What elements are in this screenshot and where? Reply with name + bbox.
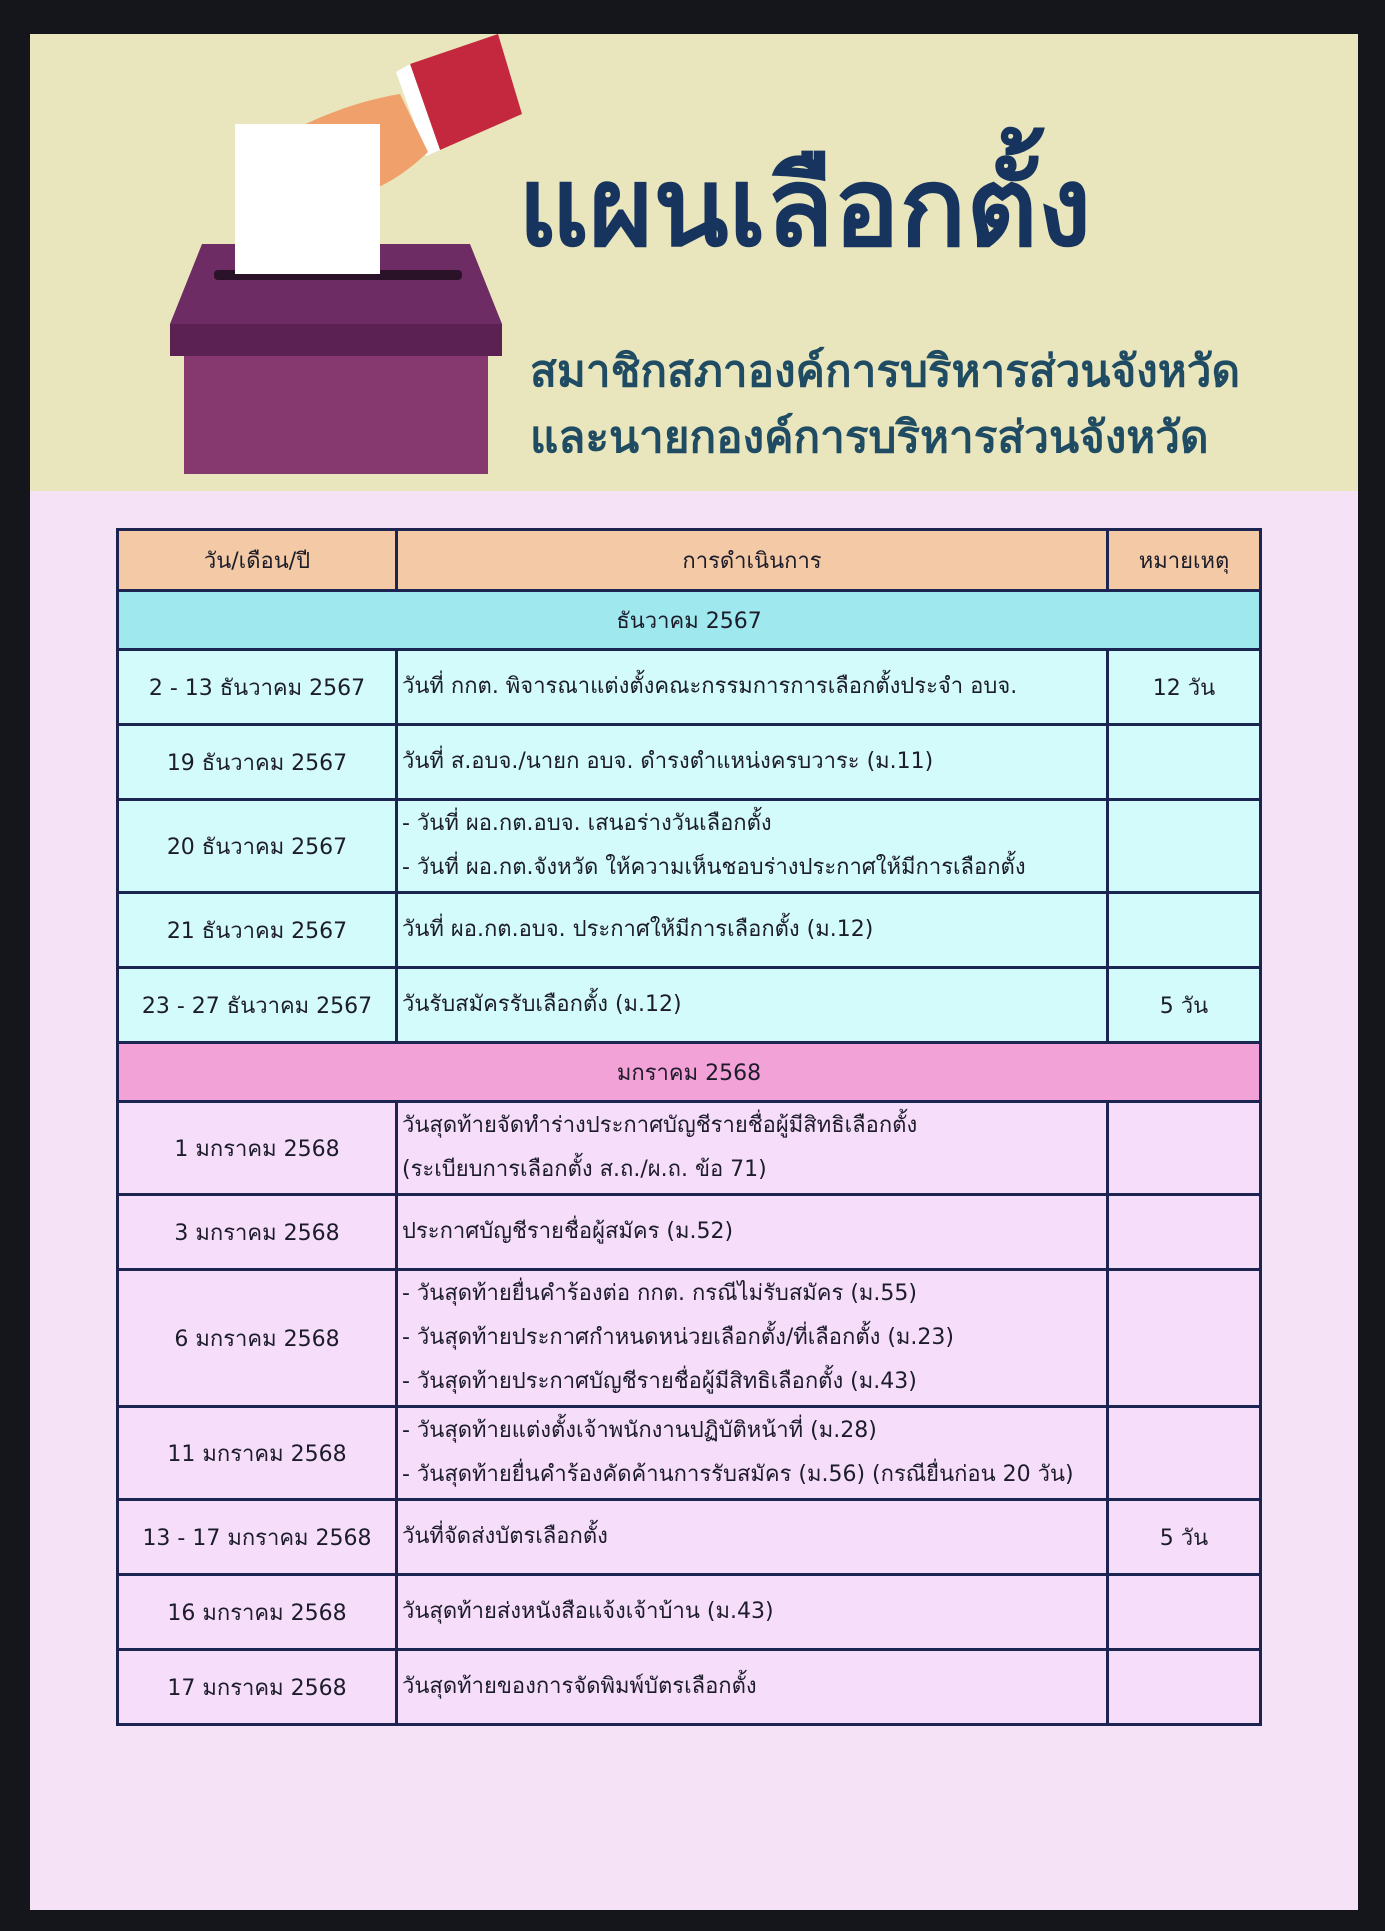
activity-line: วันสุดท้ายจัดทำร่างประกาศบัญชีรายชื่อผู้มีสิทธิเลือกตั้ง: [402, 1113, 918, 1138]
activity-line: - วันสุดท้ายยื่นคำร้องคัดค้านการรับสมัคร (ม.56) (กรณียื่นก่อน 20 วัน): [402, 1462, 1074, 1487]
table-row: [118, 1575, 1261, 1650]
month-row: [118, 591, 1261, 650]
row-date: 21 ธันวาคม 2567: [118, 893, 397, 968]
subtitle-line-1: สมาชิกสภาองค์การบริหารส่วนจังหวัด: [530, 346, 1241, 397]
table-row: [118, 650, 1261, 725]
activity-line: - วันสุดท้ายประกาศกำหนดหน่วยเลือกตั้ง/ที่เลือกตั้ง (ม.23): [402, 1325, 954, 1350]
row-note: [1108, 1650, 1261, 1725]
row-date: 11 มกราคม 2568: [118, 1407, 397, 1500]
activity-line: วันสุดท้ายส่งหนังสือแจ้งเจ้าบ้าน (ม.43): [402, 1599, 774, 1624]
table-header-row: [118, 530, 1261, 591]
row-activity: [397, 1195, 1108, 1270]
activity-line: - วันที่ ผอ.กต.จังหวัด ให้ความเห็นชอบร่างประกาศให้มีการเลือกตั้ง: [402, 855, 1026, 880]
row-note: [1108, 1195, 1261, 1270]
election-poster: [30, 34, 1358, 1910]
row-date: 20 ธันวาคม 2567: [118, 800, 397, 893]
table-row: [118, 725, 1261, 800]
schedule-table: [116, 528, 1262, 1726]
row-note: 5 วัน: [1108, 1500, 1261, 1575]
table-row: [118, 893, 1261, 968]
header-banner: [30, 34, 1358, 491]
activity-line: วันที่ ส.อบจ./นายก อบจ. ดำรงตำแหน่งครบวาระ (ม.11): [402, 749, 934, 774]
header-note: หมายเหตุ: [1108, 530, 1261, 591]
activity-line: - วันที่ ผอ.กต.อบจ. เสนอร่างวันเลือกตั้ง: [402, 811, 772, 836]
table-row: [118, 1650, 1261, 1725]
table-row: [118, 1500, 1261, 1575]
table-row: [118, 1270, 1261, 1407]
row-activity: [397, 968, 1108, 1043]
row-date: 2 - 13 ธันวาคม 2567: [118, 650, 397, 725]
header-activity: การดำเนินการ: [397, 530, 1108, 591]
row-activity: [397, 1102, 1108, 1195]
subtitle: [530, 339, 1350, 471]
activity-line: - วันสุดท้ายประกาศบัญชีรายชื่อผู้มีสิทธิเลือกตั้ง (ม.43): [402, 1369, 917, 1394]
month-label: ธันวาคม 2567: [118, 591, 1261, 650]
activity-line: วันสุดท้ายของการจัดพิมพ์บัตรเลือกตั้ง: [402, 1674, 757, 1699]
row-note: [1108, 800, 1261, 893]
activity-line: วันที่จัดส่งบัตรเลือกตั้ง: [402, 1524, 608, 1549]
table-row: [118, 1195, 1261, 1270]
row-activity: [397, 1500, 1108, 1575]
activity-line: (ระเบียบการเลือกตั้ง ส.ถ./ผ.ถ. ข้อ 71): [402, 1157, 767, 1182]
row-activity: [397, 800, 1108, 893]
row-date: 17 มกราคม 2568: [118, 1650, 397, 1725]
table-row: [118, 968, 1261, 1043]
row-note: [1108, 1270, 1261, 1407]
row-activity: [397, 650, 1108, 725]
ballot-box-icon: [110, 34, 530, 474]
table-row: [118, 1407, 1261, 1500]
activity-line: วันที่ ผอ.กต.อบจ. ประกาศให้มีการเลือกตั้ง (ม.12): [402, 917, 874, 942]
row-activity: [397, 1407, 1108, 1500]
row-date: 6 มกราคม 2568: [118, 1270, 397, 1407]
header-date: วัน/เดือน/ปี: [118, 530, 397, 591]
row-note: [1108, 1407, 1261, 1500]
row-activity: [397, 893, 1108, 968]
row-activity: [397, 1650, 1108, 1725]
activity-line: - วันสุดท้ายแต่งตั้งเจ้าพนักงานปฏิบัติหน้าที่ (ม.28): [402, 1418, 877, 1443]
table-row: [118, 800, 1261, 893]
table-row: [118, 1102, 1261, 1195]
activity-line: ประกาศบัญชีรายชื่อผู้สมัคร (ม.52): [402, 1219, 734, 1244]
row-date: 19 ธันวาคม 2567: [118, 725, 397, 800]
row-note: [1108, 893, 1261, 968]
activity-line: วันรับสมัครรับเลือกตั้ง (ม.12): [402, 992, 682, 1017]
row-activity: [397, 725, 1108, 800]
row-activity: [397, 1270, 1108, 1407]
activity-line: วันที่ กกต. พิจารณาแต่งตั้งคณะกรรมการการเลือกตั้งประจำ อบจ.: [402, 674, 1018, 699]
row-date: 1 มกราคม 2568: [118, 1102, 397, 1195]
row-date: 16 มกราคม 2568: [118, 1575, 397, 1650]
row-note: 12 วัน: [1108, 650, 1261, 725]
row-note: [1108, 1102, 1261, 1195]
activity-line: - วันสุดท้ายยื่นคำร้องต่อ กกต. กรณีไม่รับสมัคร (ม.55): [402, 1281, 917, 1306]
row-date: 23 - 27 ธันวาคม 2567: [118, 968, 397, 1043]
row-date: 13 - 17 มกราคม 2568: [118, 1500, 397, 1575]
month-row: [118, 1043, 1261, 1102]
subtitle-line-2: และนายกองค์การบริหารส่วนจังหวัด: [530, 412, 1209, 463]
row-date: 3 มกราคม 2568: [118, 1195, 397, 1270]
row-activity: [397, 1575, 1108, 1650]
row-note: [1108, 725, 1261, 800]
month-label: มกราคม 2568: [118, 1043, 1261, 1102]
row-note: 5 วัน: [1108, 968, 1261, 1043]
row-note: [1108, 1575, 1261, 1650]
page-title: แผนเลือกตั้ง: [518, 143, 1092, 271]
